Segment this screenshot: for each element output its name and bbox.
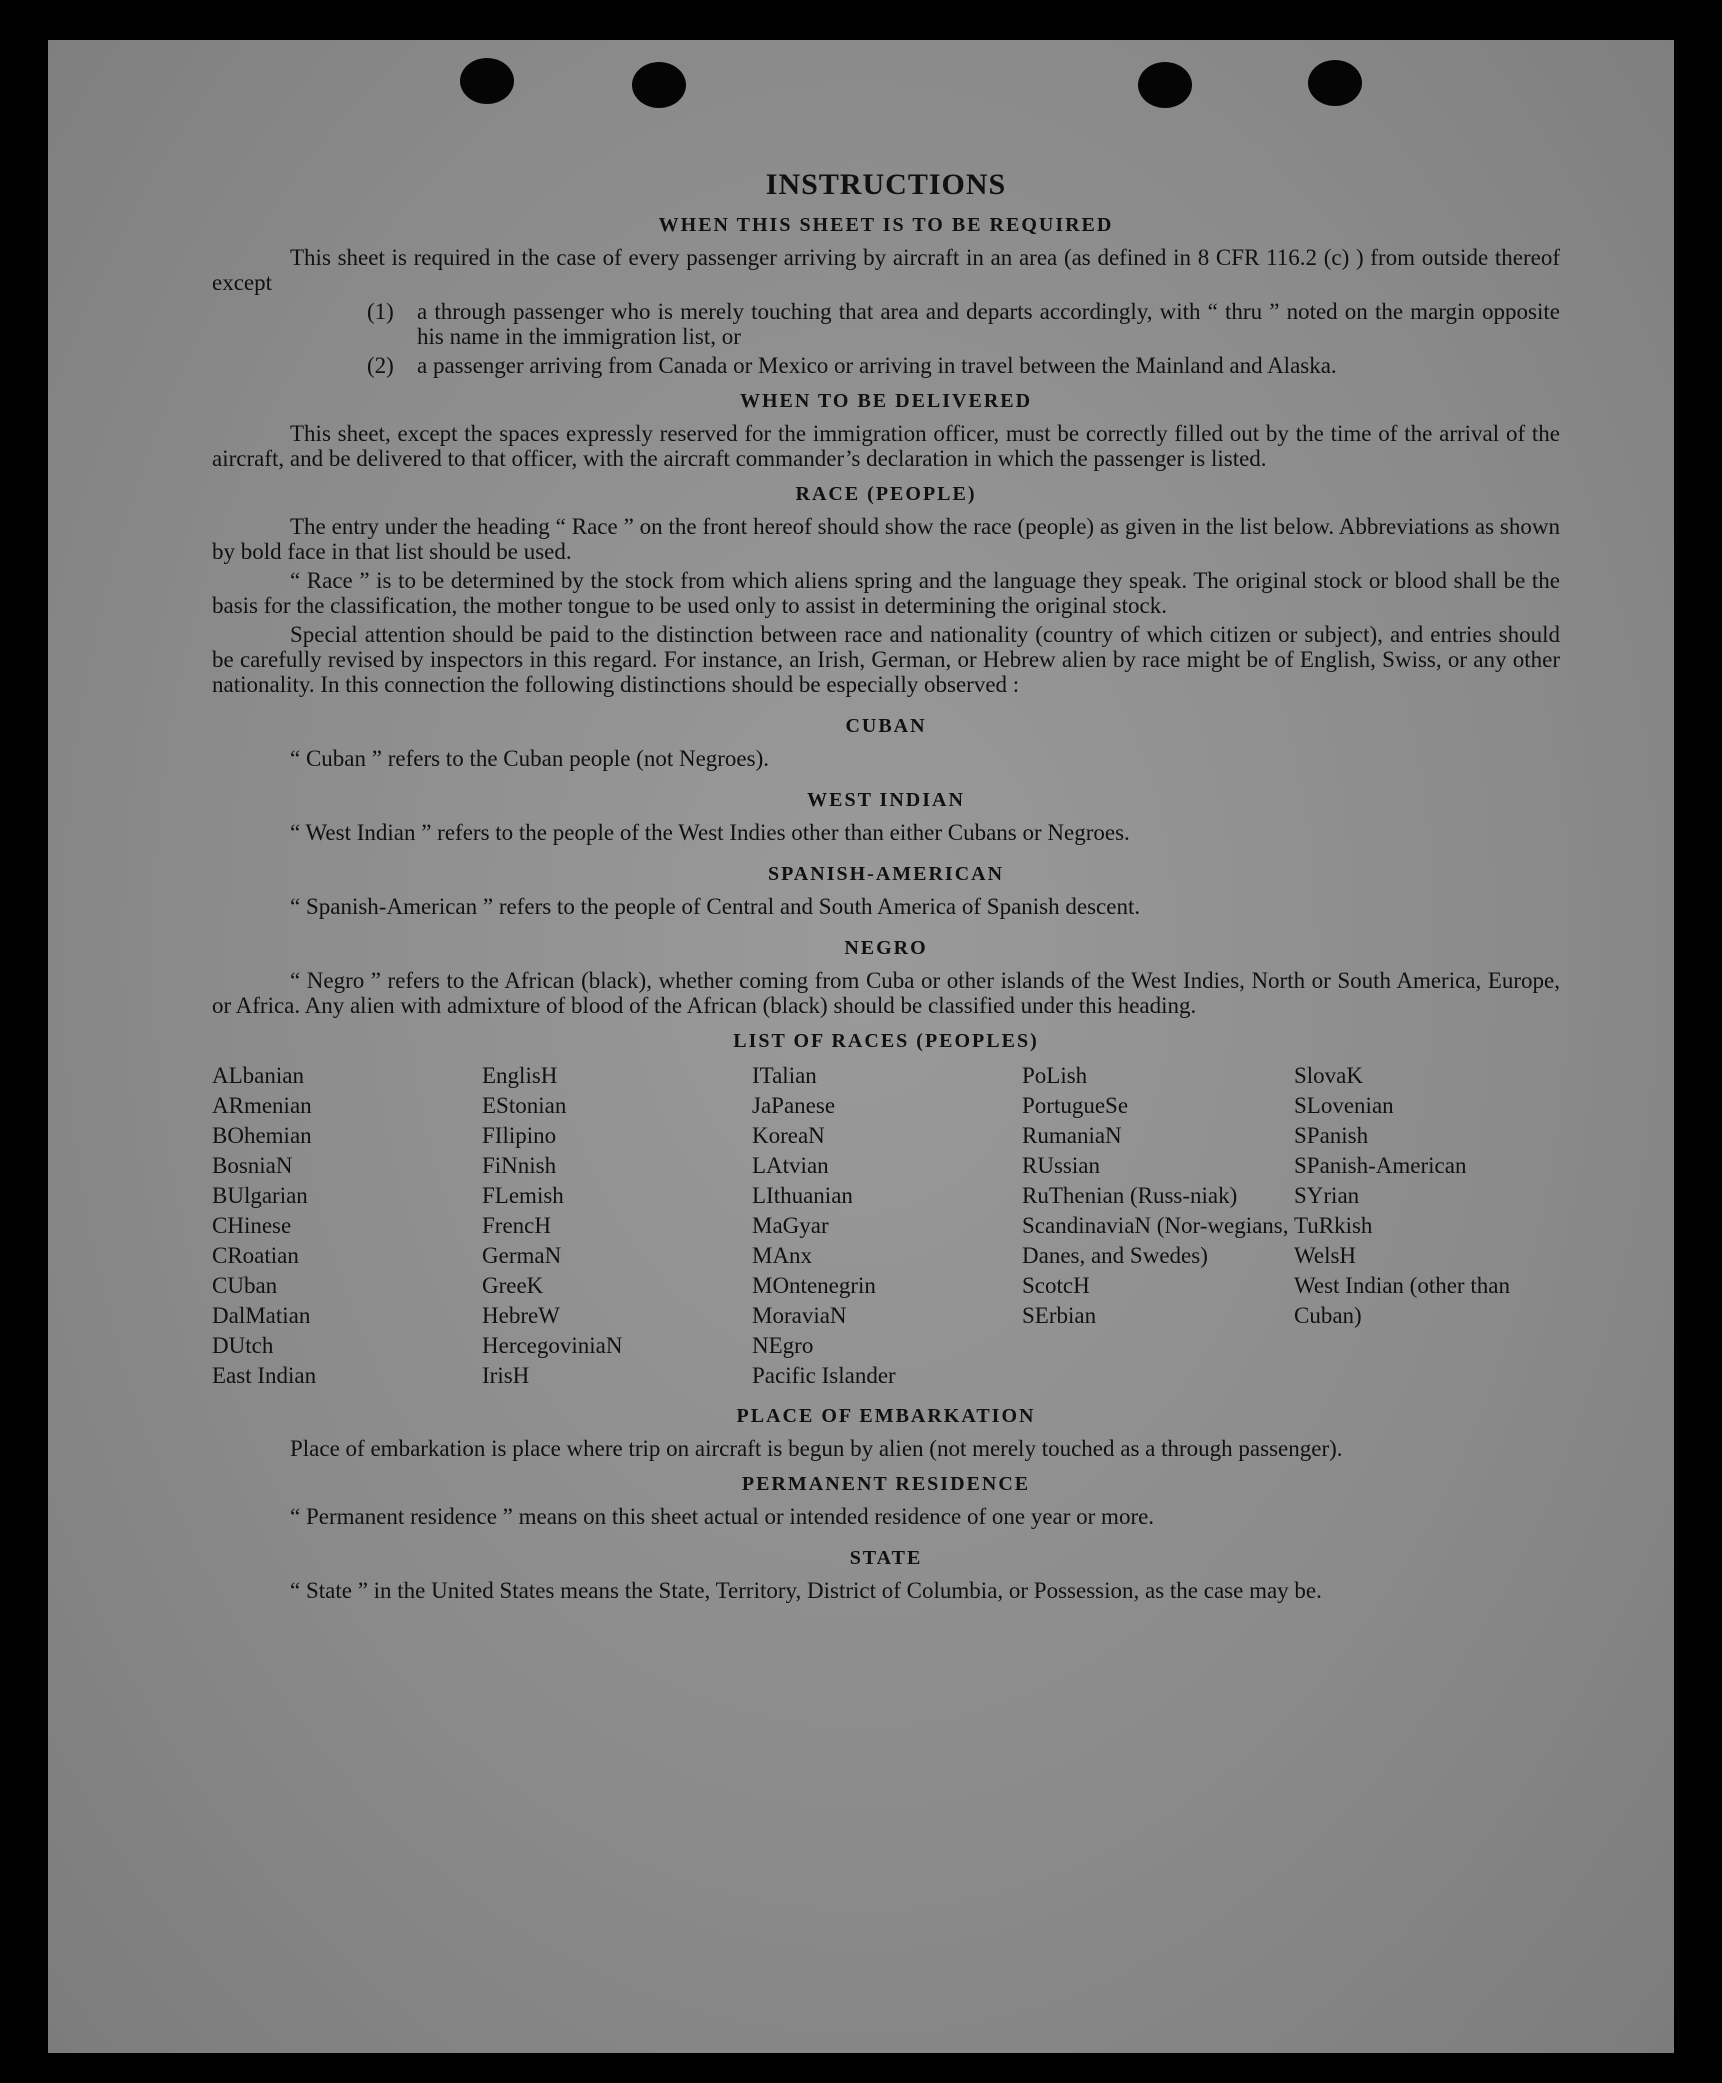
race-item: JaPanese bbox=[752, 1093, 836, 1118]
race-item: RumaniaN bbox=[1022, 1123, 1122, 1148]
item-number: (1) bbox=[367, 299, 394, 324]
paragraph: The entry under the heading “ Race ” on the front hereof should show the race (people) as given in the list below. Abbreviations as shown by bold face in that list should be used. bbox=[212, 514, 1560, 564]
race-item: EStonian bbox=[482, 1093, 567, 1118]
race-item: ALbanian bbox=[212, 1063, 304, 1088]
race-item: Pacific Islander bbox=[752, 1363, 896, 1388]
race-item: ScotcH bbox=[1022, 1273, 1090, 1298]
race-item: IrisH bbox=[482, 1363, 530, 1388]
list-item bbox=[367, 299, 1560, 349]
paragraph: “ West Indian ” refers to the people of the West Indies other than either Cubans or Negroes. bbox=[290, 820, 1130, 845]
section-heading: CUBAN bbox=[845, 715, 927, 737]
race-column bbox=[1022, 1061, 1294, 1391]
race-item: ITalian bbox=[752, 1063, 817, 1088]
race-column bbox=[1294, 1061, 1560, 1391]
paragraph: Special attention should be paid to the distinction between race and nationality (country of which citizen or subject), and entries should be carefully revised by inspectors in this regard. For instance, an Irish, German, or Hebrew alien by race might be of English, Swiss, or any other nationality. In this connection the following distinctions should be especially observed : bbox=[212, 622, 1560, 697]
race-item: FiNnish bbox=[482, 1153, 557, 1178]
punch-hole bbox=[460, 58, 514, 104]
race-item: ARmenian bbox=[212, 1093, 312, 1118]
item-text: a through passenger who is merely touching that area and departs accordingly, with “ thru ” noted on the margin opposite his name in the immigration list, or bbox=[417, 299, 1560, 349]
race-item: EnglisH bbox=[482, 1063, 558, 1088]
race-item: NEgro bbox=[752, 1333, 814, 1358]
race-item: RuThenian (Russ-niak) bbox=[1022, 1183, 1238, 1208]
page-title: INSTRUCTIONS bbox=[765, 168, 1007, 201]
race-item: West Indian (other than Cuban) bbox=[1294, 1273, 1510, 1328]
paragraph: “ Cuban ” refers to the Cuban people (not Negroes). bbox=[290, 746, 770, 771]
paragraph: “ Permanent residence ” means on this sheet actual or intended residence of one year or more. bbox=[290, 1504, 1155, 1529]
paragraph: This sheet is required in the case of every passenger arriving by aircraft in an area (as defined in 8 CFR 116.2 (c) ) from outside thereof except bbox=[212, 245, 1560, 295]
paragraph: Place of embarkation is place where trip on aircraft is begun by alien (not merely touched as a through passenger). bbox=[290, 1436, 1343, 1461]
race-item: LAtvian bbox=[752, 1153, 829, 1178]
race-item: SPanish-American bbox=[1294, 1153, 1467, 1178]
race-item: GreeK bbox=[482, 1273, 544, 1298]
paragraph: This sheet, except the spaces expressly reserved for the immigration officer, must be correctly filled out by the time of the arrival of the aircraft, and be delivered to that officer, with the aircraft commander’s declaration in which the passenger is listed. bbox=[212, 421, 1560, 471]
item-text: a passenger arriving from Canada or Mexico or arriving in travel between the Mainland and Alaska. bbox=[417, 353, 1337, 378]
race-item: WelsH bbox=[1294, 1243, 1357, 1268]
race-item: CUban bbox=[212, 1273, 278, 1298]
section-heading: SPANISH-AMERICAN bbox=[767, 863, 1005, 885]
race-item: MaGyar bbox=[752, 1213, 829, 1238]
race-item: MAnx bbox=[752, 1243, 813, 1268]
race-item: FIlipino bbox=[482, 1123, 557, 1148]
race-item: FrencH bbox=[482, 1213, 551, 1238]
section-heading: RACE (PEOPLE) bbox=[795, 483, 977, 505]
section-heading: NEGRO bbox=[844, 937, 928, 959]
race-item: SlovaK bbox=[1294, 1063, 1363, 1088]
list-item bbox=[367, 353, 1560, 378]
race-item: FLemish bbox=[482, 1183, 564, 1208]
race-item: DUtch bbox=[212, 1333, 274, 1358]
document-sheet bbox=[48, 40, 1674, 2053]
race-item: CHinese bbox=[212, 1213, 292, 1238]
race-item: BosniaN bbox=[212, 1153, 293, 1178]
paragraph: “ Race ” is to be determined by the stock from which aliens spring and the language they speak. The original stock or blood shall be the basis for the classification, the mother tongue to be used only to assist in determining the original stock. bbox=[212, 568, 1560, 618]
section-heading: LIST OF RACES (PEOPLES) bbox=[733, 1030, 1039, 1052]
race-item: RUssian bbox=[1022, 1153, 1100, 1178]
race-item: HercegoviniaN bbox=[482, 1333, 623, 1358]
race-item: East Indian bbox=[212, 1363, 317, 1388]
section-heading: WHEN THIS SHEET IS TO BE REQUIRED bbox=[658, 214, 1114, 236]
race-item: SLovenian bbox=[1294, 1093, 1394, 1118]
race-item: SYrian bbox=[1294, 1183, 1360, 1208]
race-item: MoraviaN bbox=[752, 1303, 847, 1328]
race-item: BUlgarian bbox=[212, 1183, 308, 1208]
race-column bbox=[752, 1061, 1022, 1391]
race-column bbox=[482, 1061, 752, 1391]
paragraph: “ Negro ” refers to the African (black), whether coming from Cuba or other islands of the West Indies, North or South America, Europe, or Africa. Any alien with admixture of blood of the African (black) should be classified under this heading. bbox=[212, 968, 1560, 1018]
punch-hole bbox=[1308, 60, 1362, 106]
race-item: BOhemian bbox=[212, 1123, 312, 1148]
paragraph: “ Spanish-American ” refers to the people of Central and South America of Spanish descent. bbox=[290, 894, 1141, 919]
race-item: TuRkish bbox=[1294, 1213, 1373, 1238]
race-item: DalMatian bbox=[212, 1303, 311, 1328]
punch-hole bbox=[632, 62, 686, 108]
race-item: KoreaN bbox=[752, 1123, 825, 1148]
race-item: MOntenegrin bbox=[752, 1273, 876, 1298]
race-column bbox=[212, 1061, 482, 1391]
race-item: PoLish bbox=[1022, 1063, 1088, 1088]
race-item: SPanish bbox=[1294, 1123, 1369, 1148]
race-item: LIthuanian bbox=[752, 1183, 853, 1208]
punch-hole bbox=[1138, 62, 1192, 108]
section-heading: PERMANENT RESIDENCE bbox=[741, 1473, 1031, 1495]
section-heading: WHEN TO BE DELIVERED bbox=[739, 390, 1033, 412]
race-item: ScandinaviaN (Nor-wegians, Danes, and Swedes) bbox=[1022, 1213, 1289, 1268]
item-number: (2) bbox=[367, 353, 394, 378]
paragraph: “ State ” in the United States means the State, Territory, District of Columbia, or Possession, as the case may be. bbox=[290, 1578, 1322, 1603]
race-list bbox=[212, 1061, 1560, 1391]
race-item: GermaN bbox=[482, 1243, 562, 1268]
instructions-content bbox=[212, 168, 1560, 1603]
section-heading: WEST INDIAN bbox=[807, 789, 965, 811]
race-item: PortugueSe bbox=[1022, 1093, 1129, 1118]
race-item: HebreW bbox=[482, 1303, 560, 1328]
race-item: CRoatian bbox=[212, 1243, 299, 1268]
race-item: SErbian bbox=[1022, 1303, 1097, 1328]
section-heading: STATE bbox=[849, 1547, 923, 1569]
section-heading: PLACE OF EMBARKATION bbox=[736, 1405, 1036, 1427]
